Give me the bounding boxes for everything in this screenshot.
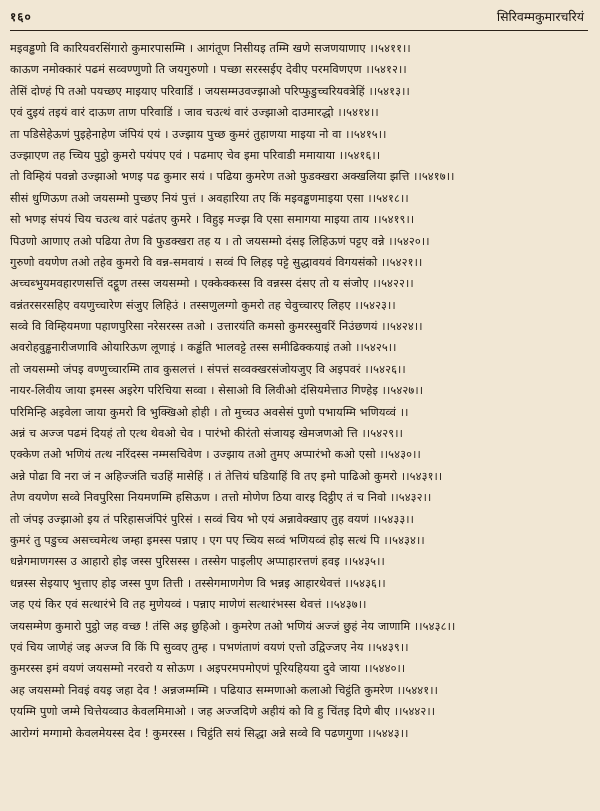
verse-line: एवं दुइयं तइयं वारं दाऊण ताण परिवाडिं । जाव चउत्थं वारं उज्झाओ दाउमारद्धो ।।५४१४।। xyxy=(10,106,379,120)
page-number: १६० xyxy=(10,10,32,24)
verse-text xyxy=(10,38,588,744)
verse-line: आरोग्गं मग्गामो केवलमेयस्स देव ! कुमरस्स । चिट्ठंति सयं सिद्धा अन्ने सव्वे वि पढणगुणा ।।५४४३।। xyxy=(10,726,409,740)
verse-line: अच्चब्भुयमवहारणसत्तिं दट्ठूण तस्स जयसम्मो । एक्केक्कस्स वि वन्नस्स दंसए तो य संजोए ।।५४२२।। xyxy=(10,277,414,291)
verse-line: गुरुणो वयणेण तओ तहेव कुमरो वि वन्न-समवायं । सव्वं पि लिहइ पट्टे सुद्धावयवं विगयसंको ।।५४२१।। xyxy=(10,255,423,269)
verse-line: नायर-लिवीय जाया इमस्स अइरेग परिचिया सव्वा । सेसाओ वि लिवीओ दंसियमेत्ताउ गिण्हेइ ।।५४२७।। xyxy=(10,384,424,398)
verse-line: ता पडिसेहेऊणं पुइहेनाहेण जंपियं एयं । उज्झाय पुच्छ कुमरं तुहाणया माइया नो वा ।।५४१५।। xyxy=(10,127,387,141)
verse-line: सो भणइ संपयं चिय चउत्थ वारं पढंतए कुमरे । विहुइ मज्झ वि एसा समागया माइया ताय ।।५४१९।। xyxy=(10,213,415,227)
running-title: सिरिवम्मकुमारचरियं xyxy=(496,9,584,24)
verse-line: अवरोहवुड्ढनारीजणावि ओयारिऊण लूणाइं । कड्ढंति भालवट्टे तस्स समीढिक्कयाइं तओ ।।५४२५।। xyxy=(10,341,397,355)
verse-line: मइवड्ढणो वि कारियवरसिंगारो कुमारपासम्मि । आगंतूण निसीयइ तम्मि खणे सजणयाणाए ।।५४११।। xyxy=(10,42,411,55)
page-header xyxy=(10,6,588,34)
book-page xyxy=(0,6,600,811)
header-rule xyxy=(10,30,588,31)
verse-line: धन्नस्स सेइयाए भुत्ताए होइ जस्स पुण तित्ती । तस्सेगमाणगेण वि भन्नइ आहारथेवत्तं ।।५४३६।। xyxy=(10,576,386,590)
verse-line: कुमरस्स इमं वयणं जयसम्मो नरवरो य सोऊण । अइपरमपमोएणं पूरियहियया दुवे जाया ।।५४४०।। xyxy=(10,662,406,676)
verse-line: एवं चिय जाणेहं जइ अज्ज वि किं पि सुव्वए तुम्ह । पभणंताणं वयणं एत्तो उद्विज्जए नेय ।।५४३९।। xyxy=(10,640,409,654)
verse-line: परिमिन्हि अइवेला जाया कुमरो वि भुक्खिओ होही । तो मुच्चउ अवसेसं पुणो पभायम्मि भणियव्वं ।। xyxy=(10,405,409,419)
verse-line: वन्नंतरसरसहिए वयणुच्चारेण संजुए लिहिउं । तस्सणुलग्गो कुमरो तह चेवुच्चारए लिहए ।।५४२३।। xyxy=(10,298,396,312)
verse-line: उज्झाएण तह च्चिय पुट्ठो कुमरो पयंपए एवं । पढमाए चेव इमा परिवाडी ममायाया ।।५४१६।। xyxy=(10,148,381,162)
verse-line: अन्नं च अज्ज पढमं दियहं तो एत्थ थेवओ चेव । पारंभो कीरंतो संजायइ खेमजणओ त्ति ।।५४२९।। xyxy=(10,427,403,441)
verse-line: जयसम्मेण कुमारो पुट्ठो जह वच्छ ! तंसि अइ छुहिओ । कुमरेण तओ भणियं अज्जं छुहं नेय जाणामि ।।५४३८।। xyxy=(10,619,456,633)
verse-line: तेण वयणेण सव्वे निवपुरिसा नियमणम्मि हसिऊण । तत्तो मोणेण ठिया वारइ दिट्ठीए तं च निवो ।।५४३२।। xyxy=(10,491,432,505)
verse-line: सीसं धुणिऊण तओ जयसम्मो पुच्छए नियं पुत्तं । अवहारिया तए किं मइवड्ढणमाइया एसा ।।५४१८।। xyxy=(10,191,409,205)
verse-line: तो विम्हियं पवन्नो उज्झाओ भणइ पढ कुमार सयं । पढिया कुमरेण तओ फुडक्खरा अक्खलिया झत्ति ।।५४१७।। xyxy=(10,170,455,184)
verse-line: पिउणो आणाए तओ पढिया तेण वि फुडक्खरा तह य । तो जयसम्मो दंसइ लिहिऊणं पट्टए वन्ने ।।५४२०।। xyxy=(10,234,430,248)
verse-line: तो जयसम्मो जंपइ वण्णुच्चारम्मि ताव कुसलत्तं । संपत्तं सव्वक्खरसंजोयजुए वि अइपवरं ।।५४२६।। xyxy=(10,362,406,376)
verse-line: तेसिं दोण्हं पि तओ पयच्छए माइयाए परिवाडिं । जयसम्मउवज्झाओ परिप्फुडुच्चरियवत्रेहिं ।।५४१३।। xyxy=(10,84,410,98)
verse-line: कुमरं तु पडुच्च असच्चमेत्थ जम्हा इमस्स पन्नाए । एग पए च्चिय सव्वं भणियव्वं होइ सत्थं पि ।।५४३४।। xyxy=(10,533,425,547)
verse-line: तो जंपइ उज्झाओ इय तं परिहासजंपिरं पुरिसं । सव्वं चिय भो एयं अन्नावेक्खाए तुह वयणं ।।५४३३।। xyxy=(10,512,415,526)
verse-line: अन्ने पोढा वि नरा जं न अहिज्जंति चउहिं मासेहिं । तं तेत्तियं घडियाहिं वि तए इमो पाढिओ कुमरो ।।५४३१।। xyxy=(10,469,443,483)
verse-line: एक्केण तओ भणियं तत्थ नरिंदस्स नम्मसचिवेण । उज्झाय तओ तुमए अप्पारंभो कओ एसो ।।५४३०।। xyxy=(10,448,421,462)
verse-line: सव्वे वि विम्हियमणा पहाणपुरिसा नरेसरस्स तओ । उत्तारयंति कमसो कुमरस्सुवरिं निउंछणयं ।।५४२४।। xyxy=(10,320,423,334)
verse-line: काऊण नमोक्कारं पढमं सव्वण्णुणो ति जयगुरुणो । पच्छा सरस्सईए देवीए परमविणएण ।।५४१२।। xyxy=(10,63,407,77)
verse-line: अह जयसम्मो निवइं वयइ जहा देव ! अन्नजम्मम्मि । पढियाउ सम्मणाओ कलाओ चिट्ठंति कुमरेण ।।५४४१।। xyxy=(10,683,439,697)
verse-line: धन्नेगमाणगस्स उ आहारो होइ जस्स पुरिसस्स । तस्सेग पाइलीए अप्पाहारत्तणं हवइ ।।५४३५।। xyxy=(10,555,385,569)
verse-line: एयम्मि पुणो जम्मे चित्तेयव्वाउ केवलमिमाओ । जह अज्जदिणे अहीयं को वि हु चिंतइ दिणे बीए ।।५४४२।। xyxy=(10,705,436,719)
verse-line: जह एयं किर एवं सत्थारंभे वि तह मुणेयव्वं । पन्नाए माणेणं सत्थारंभस्स थेवत्तं ।।५४३७।। xyxy=(10,598,367,612)
